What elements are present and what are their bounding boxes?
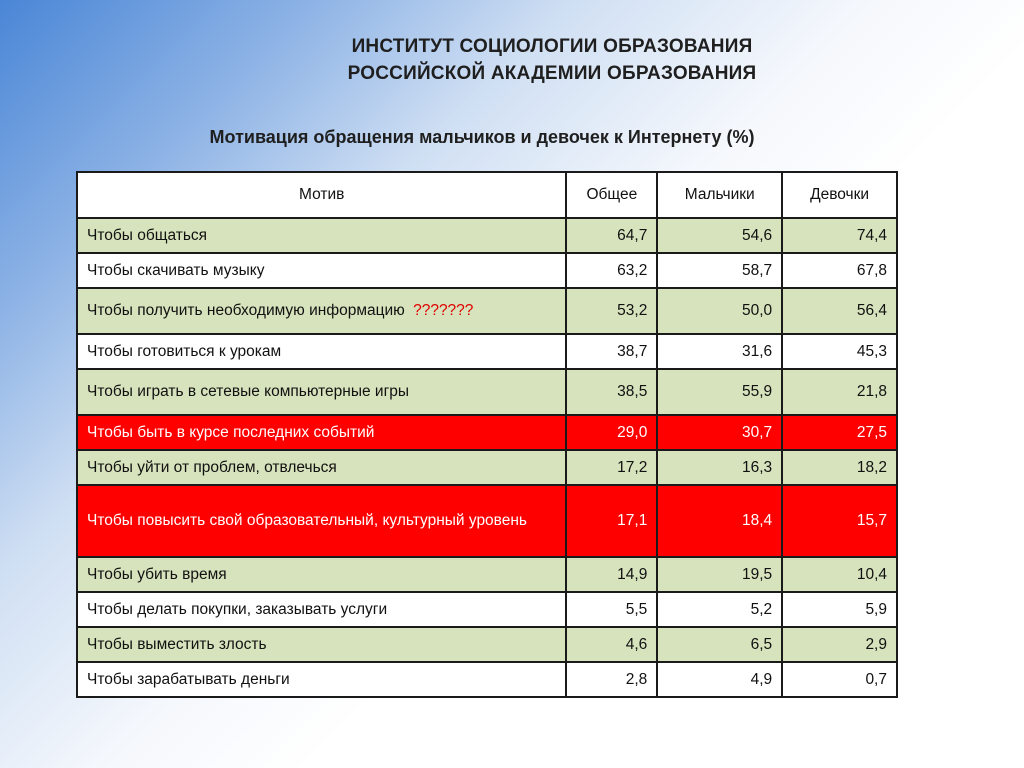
boys-cell: 30,7 [657,415,782,450]
boys-cell: 5,2 [657,592,782,627]
boys-cell: 58,7 [657,253,782,288]
total-cell: 2,8 [566,662,657,697]
table-row [77,415,897,450]
motive-cell: Чтобы уйти от проблем, отвлечься [77,450,566,485]
table-row [77,218,897,253]
girls-cell: 10,4 [782,557,897,592]
total-cell: 53,2 [566,288,657,334]
total-cell: 14,9 [566,557,657,592]
girls-cell: 56,4 [782,288,897,334]
boys-cell: 16,3 [657,450,782,485]
boys-cell: 4,9 [657,662,782,697]
girls-cell: 18,2 [782,450,897,485]
motive-cell: Чтобы выместить злость [77,627,566,662]
girls-cell: 2,9 [782,627,897,662]
total-cell: 38,5 [566,369,657,415]
total-cell: 64,7 [566,218,657,253]
table-row [77,557,897,592]
motive-text: Чтобы получить необходимую информацию [87,302,405,319]
question-marks: ??????? [413,302,474,319]
boys-cell: 54,6 [657,218,782,253]
motive-cell: Чтобы общаться [77,218,566,253]
table-row [77,662,897,697]
girls-cell: 21,8 [782,369,897,415]
table-row [77,592,897,627]
motive-cell: Чтобы быть в курсе последних событий [77,415,566,450]
motive-cell: Чтобы готовиться к урокам [77,334,566,369]
girls-cell: 15,7 [782,485,897,557]
table-row [77,450,897,485]
table-row [77,485,897,557]
table-title: Мотивация обращения мальчиков и девочек к Интернету (%) [209,127,755,147]
boys-cell: 55,9 [657,369,782,415]
table-header-row [77,172,897,218]
motive-cell: Чтобы убить время [77,557,566,592]
total-cell: 4,6 [566,627,657,662]
institute-title [0,33,1024,87]
girls-cell: 74,4 [782,218,897,253]
table-row [77,369,897,415]
column-header-girls: Девочки [782,172,897,218]
motive-cell: Чтобы скачивать музыку [77,253,566,288]
institute-title-line2: РОССИЙСКОЙ АКАДЕМИИ ОБРАЗОВАНИЯ [347,63,757,84]
girls-cell: 45,3 [782,334,897,369]
boys-cell: 18,4 [657,485,782,557]
institute-title-line1: ИНСТИТУТ СОЦИОЛОГИИ ОБРАЗОВАНИЯ [351,36,753,57]
motive-cell: Чтобы повысить свой образовательный, культурный уровень [77,485,566,557]
motive-cell: Чтобы играть в сетевые компьютерные игры [77,369,566,415]
table-row [77,334,897,369]
boys-cell: 6,5 [657,627,782,662]
total-cell: 38,7 [566,334,657,369]
girls-cell: 27,5 [782,415,897,450]
girls-cell: 5,9 [782,592,897,627]
total-cell: 17,1 [566,485,657,557]
girls-cell: 67,8 [782,253,897,288]
boys-cell: 19,5 [657,557,782,592]
girls-cell: 0,7 [782,662,897,697]
total-cell: 17,2 [566,450,657,485]
motive-cell: Чтобы делать покупки, заказывать услуги [77,592,566,627]
motive-cell: Чтобы зарабатывать деньги [77,662,566,697]
motivation-table [76,171,898,698]
total-cell: 5,5 [566,592,657,627]
column-header-total: Общее [566,172,657,218]
table-row [77,288,897,334]
table-row [77,627,897,662]
total-cell: 63,2 [566,253,657,288]
boys-cell: 31,6 [657,334,782,369]
boys-cell: 50,0 [657,288,782,334]
motive-cell [77,288,566,334]
total-cell: 29,0 [566,415,657,450]
table-row [77,253,897,288]
column-header-motive: Мотив [77,172,566,218]
column-header-boys: Мальчики [657,172,782,218]
